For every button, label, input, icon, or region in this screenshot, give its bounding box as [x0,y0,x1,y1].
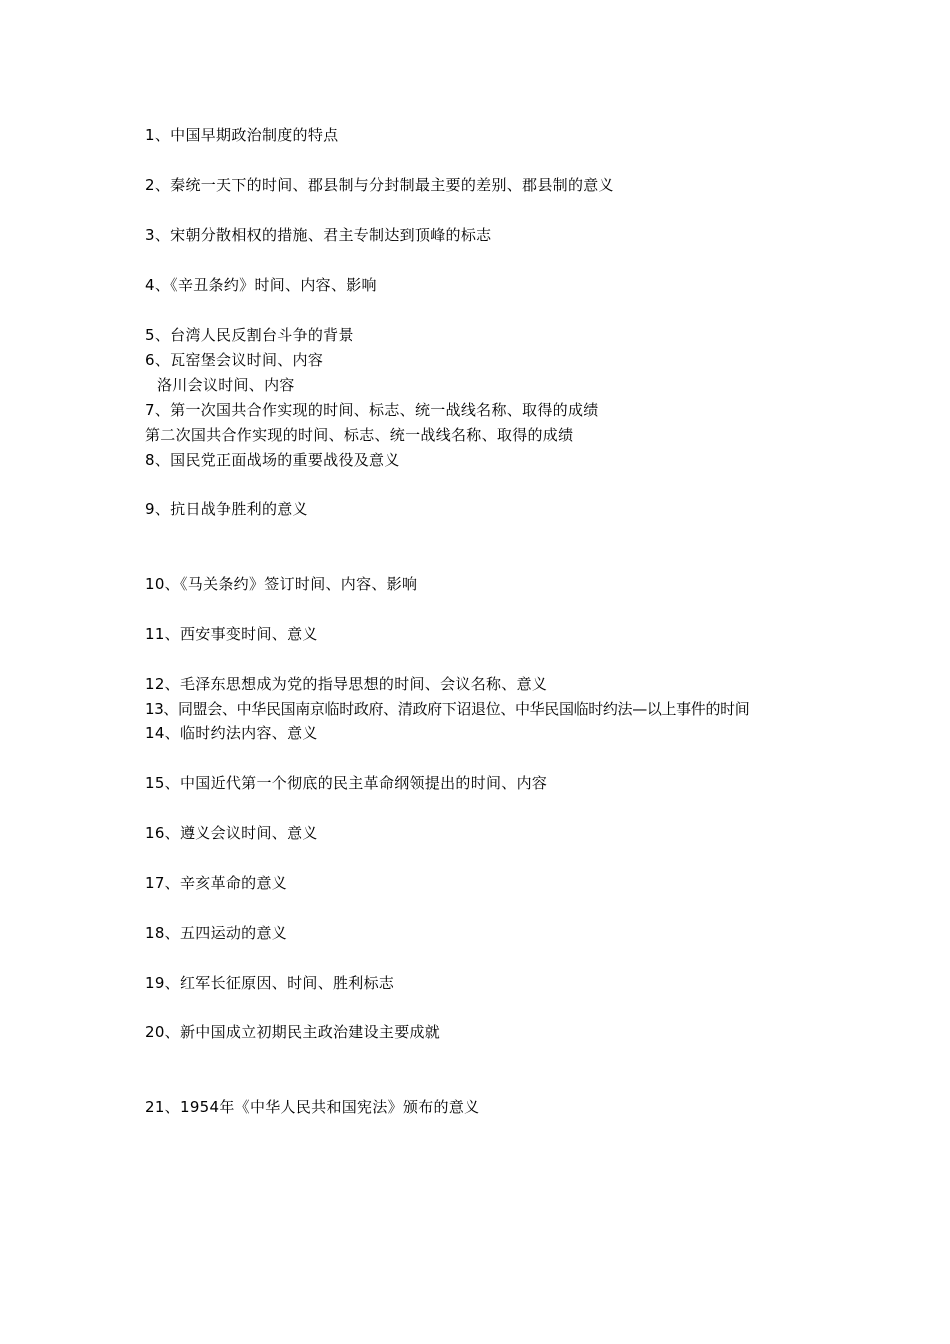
list-item: 4、《辛丑条约》时间、内容、影响 [145,276,377,294]
list-item: 18、五四运动的意义 [145,924,288,942]
list-item: 14、临时约法内容、意义 [145,724,318,742]
list-item: 5、台湾人民反割台斗争的背景 [145,326,354,344]
list-item-sub: 第二次国共合作实现的时间、标志、统一战线名称、取得的成绩 [145,426,574,444]
list-item: 11、西安事变时间、意义 [145,625,318,643]
list-item: 8、国民党正面战场的重要战役及意义 [145,451,400,469]
list-item: 20、新中国成立初期民主政治建设主要成就 [145,1023,441,1041]
list-item-sub: 洛川会议时间、内容 [157,376,295,394]
list-item: 2、秦统一天下的时间、郡县制与分封制最主要的差别、郡县制的意义 [145,176,614,194]
list-item: 10、《马关条约》签订时间、内容、影响 [145,575,418,593]
list-item: 21、1954年《中华人民共和国宪法》颁布的意义 [145,1098,480,1116]
list-item: 16、遵义会议时间、意义 [145,824,318,842]
list-item: 6、瓦窑堡会议时间、内容 [145,351,324,369]
list-item: 15、中国近代第一个彻底的民主革命纲领提出的时间、内容 [145,774,548,792]
list-item: 7、第一次国共合作实现的时间、标志、统一战线名称、取得的成绩 [145,401,599,419]
list-item: 13、同盟会、中华民国南京临时政府、清政府下诏退位、中华民国临时约法—以上事件的时间 [145,700,750,718]
list-item: 12、毛泽东思想成为党的指导思想的时间、会议名称、意义 [145,675,548,693]
list-item: 19、红军长征原因、时间、胜利标志 [145,974,395,992]
list-item: 3、宋朝分散相权的措施、君主专制达到顶峰的标志 [145,226,492,244]
list-item: 9、抗日战争胜利的意义 [145,500,308,518]
list-item: 17、辛亥革命的意义 [145,874,288,892]
list-item: 1、中国早期政治制度的特点 [145,126,339,144]
